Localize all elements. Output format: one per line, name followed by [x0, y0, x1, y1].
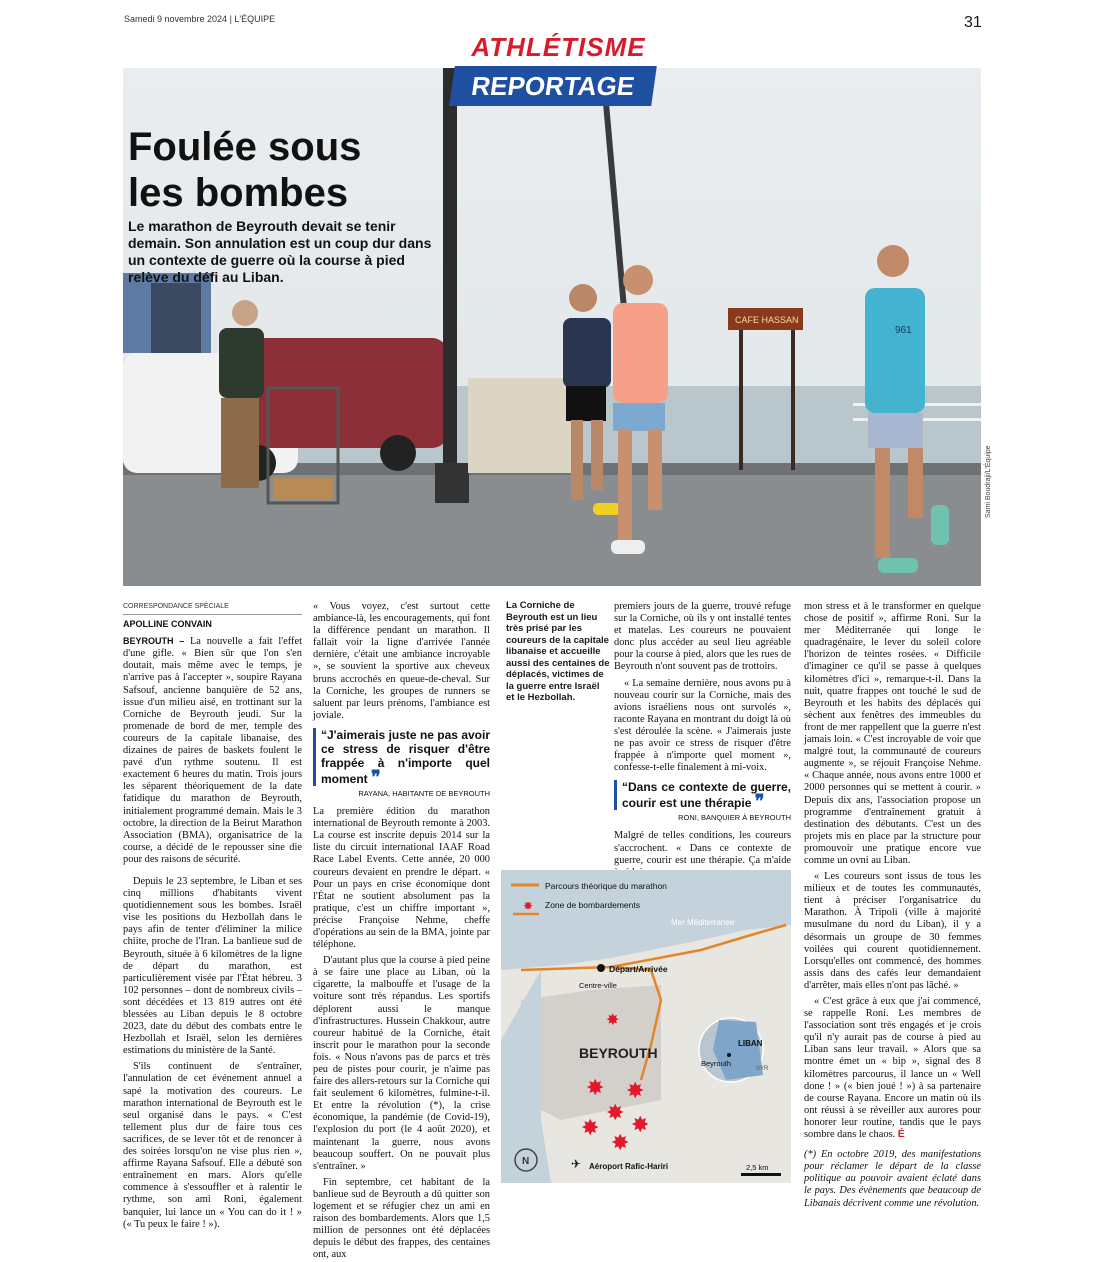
centre-label: Centre-ville — [579, 981, 617, 990]
city-label: BEYROUTH — [579, 1045, 658, 1061]
paragraph: La première édition du marathon international de Beyrouth remonte à 2003. La course est inscrite depuis 2014 sur la liste du circuit international IAAF Road Race Label Events. Cette année, 20 000 coureurs devaient en prendre le départ. « Pour un pays en crise économique dont l'État ne soutient absolument pas la pratique, c'est un chiffre important », précise Françoise Nehme, cheffe d'opérations au sein de la BMA, jointe par téléphone. — [313, 806, 490, 951]
bomb-icon: ✸ — [523, 899, 534, 913]
pull-quote-text: “J'aimerais juste ne pas avoir ce stress de risquer d'être frappée à n'importe quel moment — [321, 727, 490, 786]
quote-mark-icon: ❞ — [754, 791, 765, 812]
paragraph: Fin septembre, cet habitant de la banlieue sud de Beyrouth a dû quitter son logement et se réfugier chez un ami en raison des bombardements. Alors que 1,5 million de personnes ont été déplacées depuis le début des frappes, des centaines ont, aux — [313, 1176, 490, 1261]
dateline: BEYROUTH – — [123, 636, 190, 647]
page-number: 31 — [964, 14, 982, 31]
column-2 — [313, 601, 490, 1262]
kicker-badge: REPORTAGE — [449, 66, 657, 106]
paragraph: « La semaine dernière, nous avons pu à nouveau courir sur la Corniche, mais des avions israéliens nous ont survolés », raconte Rayana en montrant du doigt là où s'est déroulée la scène. « J'aimerais juste ne pas avoir ce stress de risquer d'être frappée à n'importe quel moment », confesse-t-elle finalement à mi-voix. — [614, 677, 791, 774]
paragraph — [123, 635, 302, 866]
north-label: N — [522, 1156, 530, 1167]
bomb-icon: ✸ — [626, 1078, 645, 1103]
byline-author: APOLLINE CONVAIN — [123, 619, 212, 630]
inset-city-label: Beyrouth — [701, 1059, 732, 1068]
bomb-icon: ✸ — [631, 1112, 650, 1137]
scale-bar — [741, 1173, 781, 1176]
paragraph-text: La nouvelle a fait l'effet d'une gifle. « Bien sûr que l'on s'en doutait, mais même avec le temps, je n'arrive pas à l'accepter », soupire Rayana Safsouf, ancienne banquière de 52 ans, issue d'un milieu aisé, en trottinant sur la Corniche de Beyrouth jeudi. Sur la promenade de bord de mer, temple des coureurs de la capitale libanaise, des dizaines de paires de baskets foulent le pavé d'un rythme soutenu. Il est exactement 6 heures du matin. Trois jours les séparent théoriquement de la date fatidique du marathon de Beyrouth, initialement programmé demain. Mais le 3 octobre, la direction de la Beirut Marathon Association (BMA), organisatrice de la course, a décidé de le repousser sine die pour des raisons de sécurité. — [123, 636, 302, 865]
bomb-icon: ✸ — [586, 1075, 605, 1100]
paragraph: « Les coureurs sont issus de tous les milieux et de toutes les communautés, tient à préciser l'organisatrice du Marathon. À Tripoli (ville à majorité musulmane du nord du Liban), il y a désormais un groupe de 30 femmes voilées qui courent quotidiennement. Lorsqu'elles ont commencé, des hommes assis dans des cafés leur demandaient d'arrêter, mais elles n'ont pas lâché. » — [804, 871, 981, 991]
paragraph: mon stress et à le transformer en quelque chose de positif », affirme Roni. Sur la mer Méditerranée qui longe le quadragénaire, le lever du soleil colore l'horizon de teintes rosées. « Difficile d'imaginer ce qu'il se passe à quelques kilomètres d'ici », remarque-t-il. Dans la nuit, quatre frappes ont touché le sud de Beyrouth et les habits des déplacés qui sèchent aux fenêtres des immeubles du front de mer rappellent que la guerre n'est jamais loin. « C'est incroyable de voir que malgré tout, la communauté de coureurs augmente », se réjouit Françoise Nehme. « Chaque année, nous avons entre 1000 et 2000 personnes qui se mettent à courir. » Depuis dix ans, l'association propose un programme d'entraînement gratuit à destination des débutants. C'est un des projets mis en place par la structure pour promouvoir une pratique encore vue comme un ovni au Liban. — [804, 601, 981, 866]
syria-label: SYR — [756, 1066, 769, 1072]
pull-quote — [614, 780, 791, 810]
column-3 — [614, 601, 791, 879]
paragraph: S'ils continuent de s'entraîner, l'annulation de cet événement annuel a sapé la motivation des coureurs. Le marathon international de Beyrouth est le seul organisé dans le pays. « C'est tellement plus dur de faire tous ces sacrifices, de se lever tôt et de renoncer à des soirées lorsqu'on ne vise plus rien », affirme Rayana Safsouf. Elle a débuté son entraînement en mars. Alors qu'elle commence à s'essouffler et à ralentir le rythme, son ami Roni, également banquier, lui lance un « You can do it ! » (« Tu peux le faire ! »). — [123, 1061, 302, 1230]
standfirst: Le marathon de Beyrouth devait se tenir demain. Son annulation est un coup dur dans un contexte de guerre où la course à pied relève du défi au Liban. — [128, 218, 432, 285]
byline-label: CORRESPONDANCE SPÉCIALE — [123, 601, 302, 615]
legend-bomb: Zone de bombardements — [545, 900, 640, 910]
start-label: Départ/Arrivée — [609, 964, 668, 974]
airport-label: Aéroport Rafic-Hariri — [589, 1162, 669, 1171]
quote-attribution: RAYANA, HABITANTE DE BEYROUTH — [358, 788, 490, 798]
bomb-icon: ✸ — [606, 1100, 625, 1125]
map-graphic — [501, 870, 791, 1183]
cafe-sign: CAFE HASSAN — [735, 315, 799, 325]
paragraph — [804, 996, 981, 1141]
title-line: Foulée sous — [128, 125, 362, 169]
scale-label: 2,5 km — [746, 1163, 769, 1172]
paragraph: Malgré de telles conditions, les coureurs s'accrochent. « Dans ce contexte de guerre, courir est une thérapie. Ça m'aide — [614, 830, 791, 866]
end-mark: É — [897, 1129, 905, 1141]
photo-credit: Sami Boudraji/L'Équipe — [985, 445, 992, 518]
footnote: (*) En octobre 2019, des manifestations pour réclamer le départ de la classe politique au pouvoir avaient éclaté dans le pays. Des évènements que beaucoup de Libanais décrivent comme une révolution. — [804, 1149, 981, 1209]
section-title: ATHLÉTISME — [471, 32, 646, 62]
paragraph: « Vous voyez, c'est surtout cette ambiance-là, les encouragements, qui font la différence pendant un marathon. Il fallait voir la ligne d'arrivée l'année dernière, c'était une ambiance incroyable », se souvient la sportive aux cheveux bruns accrochés en queue-de-cheval. Sur la Corniche, les groupes de runners se saluent par leurs prénoms, l'ambiance est joviale. — [313, 601, 490, 721]
paragraph-text: « C'est grâce à eux que j'ai commencé, se rappelle Roni. Les membres de l'association sont très engagés et je crois qu'il n'y aurait pas de course à pied au Liban sans leur travail. » Alors que sa montre émet un « bip », signal des 8 kilomètres parcourus, il lance un « Well done ! » (« bien joué ! ») à sa partenaire de course Rayana. Encore un matin où ils ont réussi à se réveiller aux aurores pour honorer leur routine, tandis que le pays sombre dans le chaos. — [804, 996, 981, 1141]
country-label: LIBAN — [738, 1039, 763, 1048]
pull-quote — [313, 728, 490, 786]
photo-caption: La Corniche de Beyrouth est un lieu très prisé par les coureurs de la capitale libanaise et accueille aussi des centaines de déplacés, victimes de la guerre entre Israël et le Hezbollah. — [506, 600, 610, 703]
paragraph: premiers jours de la guerre, trouvé refuge sur la Corniche, où ils y ont installé tentes et matelas. Les coureurs ne pouvaient donc plus accéder au seul lieu agréable pour la course à pied, alors que les rues de Beyrouth n'ont souvent pas de trottoirs. — [614, 601, 791, 673]
title-line: les bombes — [128, 171, 349, 215]
start-marker — [597, 964, 605, 972]
bomb-icon: ✸ — [611, 1130, 630, 1155]
runner-shirt-text: 961 — [895, 325, 912, 336]
column-4 — [804, 601, 981, 1210]
sea-label: Mer Méditerranée — [671, 918, 735, 927]
quote-mark-icon: ❞ — [371, 766, 381, 787]
paragraph: Depuis le 23 septembre, le Liban et ses cinq millions d'habitants vivent quotidiennement sous les bombes. Israël vise les positions du Hezbollah dans le pays afin de tenter d'éliminer la milice chiite, proche de l'Iran. La banlieue sud de Beyrouth, située à 6 kilomètres de la ligne de départ du marathon, est particulièrement visée par l'État hébreu. 3 102 personnes – dont de nombreux civils – sont décédées et 13 819 autres ont été blessées au Liban depuis le 8 octobre 2023, date du début des combats entre le Hezbollah et Israël, selon les dernières estimations du ministère de la Santé. — [123, 875, 302, 1057]
airplane-icon: ✈ — [571, 1157, 582, 1171]
bomb-icon: ✸ — [606, 1012, 620, 1029]
column-1 — [123, 601, 302, 1231]
article-title — [128, 124, 448, 216]
bomb-icon: ✸ — [581, 1115, 600, 1140]
quote-attribution: RONI, BANQUIER À BEYROUTH — [678, 813, 791, 823]
header-date: Samedi 9 novembre 2024 | L'ÉQUIPE — [124, 14, 276, 24]
legend-route: Parcours théorique du marathon — [545, 881, 667, 891]
paragraph: D'autant plus que la course à pied peine à se faire une place au Liban, où la cigarette, la malbouffe et l'usage de la voiture sont très répandus. Les sportifs déplorent aussi le manque d'infrastructures. Hussein Chakkour, autre coureur habitué de la Corniche, était inscrit pour le marathon pour la seconde fois. « Nous n'avons pas de parcs et très peu de pistes pour courir, je n'aime pas faire des allers-retours sur la Corniche qui fait seulement 6 kilomètres, fulmine-t-il. Et entre la révolution (*), la crise économique, la pandémie (de Covid-19), l'explosion du port (le 4 août 2020), et maintenant la guerre, nous avons beaucoup souffert. On ne pouvait plus s'entraîner. » — [313, 955, 490, 1172]
pull-quote-text: “Dans ce contexte de guerre, courir est une thérapie — [622, 780, 791, 811]
